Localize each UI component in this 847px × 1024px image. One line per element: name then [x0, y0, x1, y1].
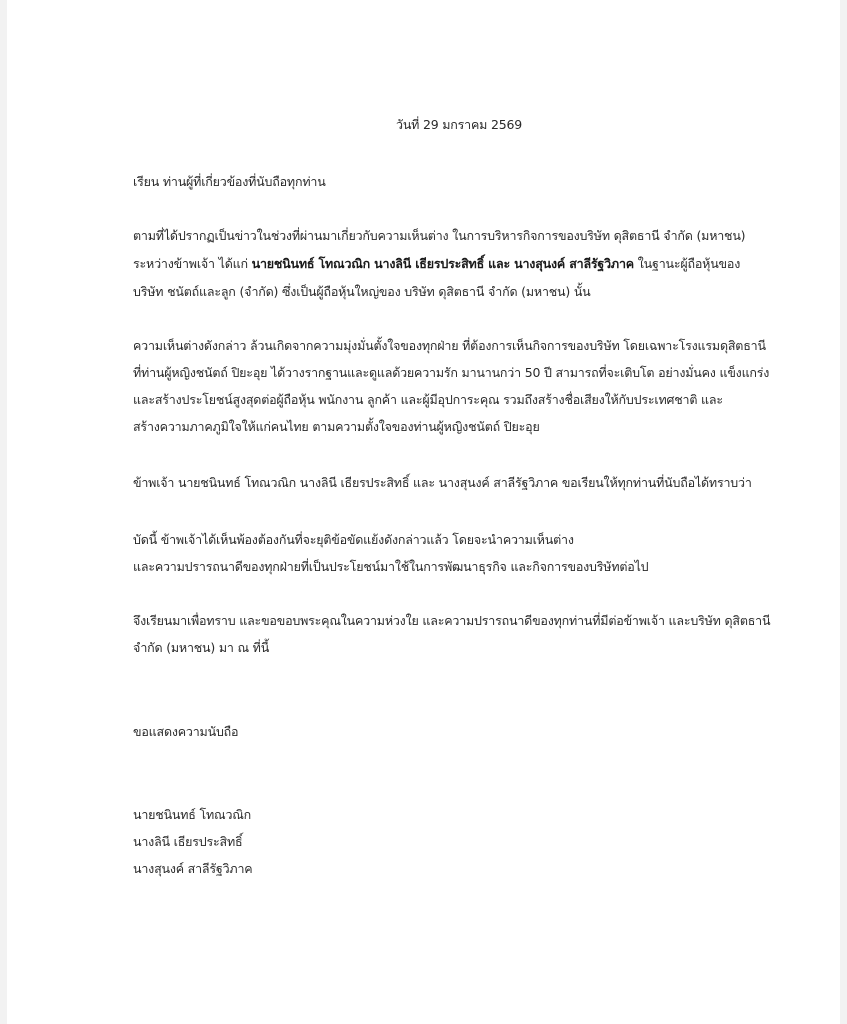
signatory-1: นายชนินทธ์ โทณวณิก — [133, 807, 252, 822]
paragraph-1-line-2-suffix: ในฐานะผู้ถือหุ้นของ — [633, 256, 741, 271]
paragraph-2-line-3: และสร้างประโยชน์สูงสุดต่อผู้ถือหุ้น พนักงาน ลูกค้า และผู้มีอุปการะคุณ รวมถึงสร้างชื่อเสียงให้กับประเทศชาติ และ — [133, 392, 723, 407]
paragraph-1-line-2 — [133, 256, 740, 272]
paragraph-4-line-2: และความปรารถนาดีของทุกฝ่ายที่เป็นประโยชน์มาใช้ในการพัฒนาธุรกิจ และกิจการของบริษัทต่อไป — [133, 559, 649, 574]
document-page — [7, 0, 840, 1024]
paragraph-2-line-2: ที่ท่านผู้หญิงชนัตถ์ ปิยะอุย ได้วางรากฐานและดูแลด้วยความรัก มานานกว่า 50 ปี สามารถที่จะเติบโต อย่างมั่นคง แข็งแกร่ง — [133, 365, 770, 380]
letter-date: วันที่ 29 มกราคม 2569 — [396, 117, 522, 132]
paragraph-2-line-1: ความเห็นต่างดังกล่าว ล้วนเกิดจากความมุ่งมั่นตั้งใจของทุกฝ่าย ที่ต้องการเห็นกิจการของบริษัท โดยเฉพาะโรงแรมดุสิตธานี — [133, 338, 766, 353]
paragraph-2-line-4: สร้างความภาคภูมิใจให้แก่คนไทย ตามความตั้งใจของท่านผู้หญิงชนัตถ์ ปิยะอุย — [133, 419, 540, 434]
paragraph-3: ข้าพเจ้า นายชนินทธ์ โทณวณิก นางลินี เธียรประสิทธิ์ และ นางสุนงค์ สาลีรัฐวิภาค ขอเรียนให้ทุกท่านที่นับถือได้ทราบว่า — [133, 475, 752, 490]
paragraph-1-line-1: ตามที่ได้ปรากฏเป็นข่าวในช่วงที่ผ่านมาเกี่ยวกับความเห็นต่าง ในการบริหารกิจการของบริษัท ดุสิตธานี จำกัด (มหาชน) — [133, 228, 746, 243]
signatory-2: นางลินี เธียรประสิทธิ์ — [133, 834, 243, 849]
salutation: เรียน ท่านผู้ที่เกี่ยวข้องที่นับถือทุกท่าน — [133, 174, 326, 189]
letter-body — [7, 0, 840, 1024]
paragraph-4-line-1: บัดนี้ ข้าพเจ้าได้เห็นพ้องต้องกันที่จะยุติข้อขัดแย้งดังกล่าวแล้ว โดยจะนำความเห็นต่าง — [133, 532, 574, 547]
closing: ขอแสดงความนับถือ — [133, 724, 239, 739]
paragraph-1-line-3: บริษัท ชนัตถ์และลูก (จำกัด) ซึ่งเป็นผู้ถือหุ้นใหญ่ของ บริษัท ดุสิตธานี จำกัด (มหาชน) นั้น — [133, 284, 591, 299]
signatory-3: นางสุนงค์ สาลีรัฐวิภาค — [133, 861, 253, 876]
signatory-names-bold: นายชนินทธ์ โทณวณิก นางลินี เธียรประสิทธิ์ และ นางสุนงค์ สาลีรัฐวิภาค — [251, 256, 634, 271]
paragraph-5-line-1: จึงเรียนมาเพื่อทราบ และขอขอบพระคุณในความห่วงใย และความปรารถนาดีของทุกท่านที่มีต่อข้าพเจ้า และบริษัท ดุสิตธานี — [133, 613, 771, 628]
paragraph-1-line-2-prefix: ระหว่างข้าพเจ้า ได้แก่ — [133, 256, 252, 271]
paragraph-5-line-2: จำกัด (มหาชน) มา ณ ที่นี้ — [133, 640, 270, 655]
